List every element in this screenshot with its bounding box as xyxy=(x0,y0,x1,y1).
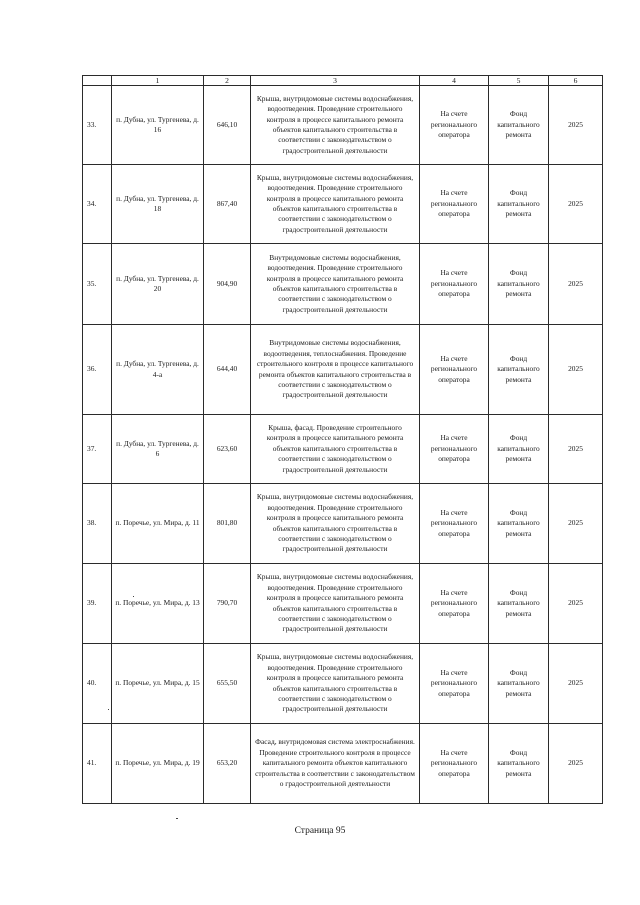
table-row xyxy=(83,244,603,325)
funding-source-cell: Фонд капитального ремонта xyxy=(489,724,549,804)
row-number: 38. xyxy=(83,484,112,564)
value-cell: 790,70 xyxy=(204,564,251,644)
year-cell: 2025 xyxy=(549,165,603,244)
address-cell: п. Дубна, ул. Тургенева, д. 20 xyxy=(112,244,204,325)
year-cell: 2025 xyxy=(549,644,603,724)
value-cell: 644,40 xyxy=(204,325,251,415)
value-cell: 904,90 xyxy=(204,244,251,325)
account-cell: На счете регионального оператора xyxy=(420,165,489,244)
funding-source-cell: Фонд капитального ремонта xyxy=(489,644,549,724)
works-cell: Крыша, внутридомовые системы водоснабжения, водоотведения. Проведение строительного контроля в процессе капитального ремонта объектов капитального строительства в соответствии с законодательством о градостроительной деятельности xyxy=(251,165,420,244)
works-cell: Внутридомовые системы водоснабжения, водоотведения. Проведение строительного контроля в процессе капитального ремонта объектов капитального строительства в соответствии с законодательством о градостроительной деятельности xyxy=(251,244,420,325)
year-cell: 2025 xyxy=(549,484,603,564)
works-cell: Фасад, внутридомовая система электроснабжения. Проведение строительного контроля в процессе капитального ремонта объектов капитального строительства в соответствии с законодательством о градостроительной деятельности xyxy=(251,724,420,804)
value-cell: 653,20 xyxy=(204,724,251,804)
account-cell: На счете регионального оператора xyxy=(420,415,489,484)
works-cell: Крыша, внутридомовые системы водоснабжения, водоотведения. Проведение строительного контроля в процессе капитального ремонта объектов капитального строительства в соответствии с законодательством о градостроительной деятельности xyxy=(251,86,420,165)
row-number: 37. xyxy=(83,415,112,484)
year-cell: 2025 xyxy=(549,244,603,325)
address-cell: п. Поречье, ул. Мира, д. 15 xyxy=(112,644,204,724)
funding-source-cell: Фонд капитального ремонта xyxy=(489,244,549,325)
row-number: 33. xyxy=(83,86,112,165)
header-cell xyxy=(83,76,112,86)
works-cell: Крыша, внутридомовые системы водоснабжения, водоотведения. Проведение строительного контроля в процессе капитального ремонта объектов капитального строительства в соответствии с законодательством о градостроительной деятельности xyxy=(251,484,420,564)
address-cell: п. Дубна, ул. Тургенева, д. 16 xyxy=(112,86,204,165)
funding-source-cell: Фонд капитального ремонта xyxy=(489,165,549,244)
scan-speck xyxy=(176,818,178,819)
account-cell: На счете регионального оператора xyxy=(420,564,489,644)
value-cell: 801,80 xyxy=(204,484,251,564)
funding-source-cell: Фонд капитального ремонта xyxy=(489,86,549,165)
address-cell: п. Дубна, ул. Тургенева, д. 18 xyxy=(112,165,204,244)
year-cell: 2025 xyxy=(549,564,603,644)
account-cell: На счете регионального оператора xyxy=(420,325,489,415)
header-cell: 2 xyxy=(204,76,251,86)
table-row xyxy=(83,564,603,644)
funding-source-cell: Фонд капитального ремонта xyxy=(489,564,549,644)
funding-source-cell: Фонд капитального ремонта xyxy=(489,325,549,415)
scan-speck xyxy=(133,596,134,597)
capital-repair-table xyxy=(82,75,603,804)
table-row xyxy=(83,724,603,804)
table-row xyxy=(83,165,603,244)
works-cell: Крыша, фасад. Проведение строительного контроля в процессе капитального ремонта объектов капитального строительства в соответствии с законодательством о градостроительной деятельности xyxy=(251,415,420,484)
account-cell: На счете регионального оператора xyxy=(420,724,489,804)
scan-speck xyxy=(108,709,109,710)
header-cell: 5 xyxy=(489,76,549,86)
value-cell: 655,50 xyxy=(204,644,251,724)
funding-source-cell: Фонд капитального ремонта xyxy=(489,484,549,564)
header-cell: 6 xyxy=(549,76,603,86)
works-cell: Крыша, внутридомовые системы водоснабжения, водоотведения. Проведение строительного контроля в процессе капитального ремонта объектов капитального строительства в соответствии с законодательством о градостроительной деятельности xyxy=(251,644,420,724)
year-cell: 2025 xyxy=(549,86,603,165)
address-cell: п. Дубна, ул. Тургенева, д. 6 xyxy=(112,415,204,484)
table-header-row xyxy=(83,76,603,86)
header-cell: 4 xyxy=(420,76,489,86)
address-cell: п. Поречье, ул. Мира, д. 11 xyxy=(112,484,204,564)
row-number: 36. xyxy=(83,325,112,415)
account-cell: На счете регионального оператора xyxy=(420,644,489,724)
works-cell: Внутридомовые системы водоснабжения, водоотведения, теплоснабжения. Проведение строительного контроля в процессе капитального ремонта объектов капитального строительства в соответствии с законодательством о градостроительной деятельности xyxy=(251,325,420,415)
header-cell: 3 xyxy=(251,76,420,86)
row-number: 39. xyxy=(83,564,112,644)
value-cell: 646,10 xyxy=(204,86,251,165)
row-number: 41. xyxy=(83,724,112,804)
year-cell: 2025 xyxy=(549,724,603,804)
year-cell: 2025 xyxy=(549,415,603,484)
account-cell: На счете регионального оператора xyxy=(420,86,489,165)
year-cell: 2025 xyxy=(549,325,603,415)
header-cell: 1 xyxy=(112,76,204,86)
row-number: 34. xyxy=(83,165,112,244)
table-row xyxy=(83,86,603,165)
page-number: Страница 95 xyxy=(294,826,346,836)
account-cell: На счете регионального оператора xyxy=(420,484,489,564)
table-row xyxy=(83,484,603,564)
funding-source-cell: Фонд капитального ремонта xyxy=(489,415,549,484)
address-cell: п. Дубна, ул. Тургенева, д. 4-а xyxy=(112,325,204,415)
table-row xyxy=(83,644,603,724)
row-number: 35. xyxy=(83,244,112,325)
account-cell: На счете регионального оператора xyxy=(420,244,489,325)
value-cell: 867,40 xyxy=(204,165,251,244)
table-row xyxy=(83,415,603,484)
address-cell: п. Поречье, ул. Мира, д. 19 xyxy=(112,724,204,804)
address-cell: п. Поречье, ул. Мира, д. 13 xyxy=(112,564,204,644)
row-number: 40. xyxy=(83,644,112,724)
value-cell: 623,60 xyxy=(204,415,251,484)
table-row xyxy=(83,325,603,415)
works-cell: Крыша, внутридомовые системы водоснабжения, водоотведения. Проведение строительного контроля в процессе капитального ремонта объектов капитального строительства в соответствии с законодательством о градостроительной деятельности xyxy=(251,564,420,644)
